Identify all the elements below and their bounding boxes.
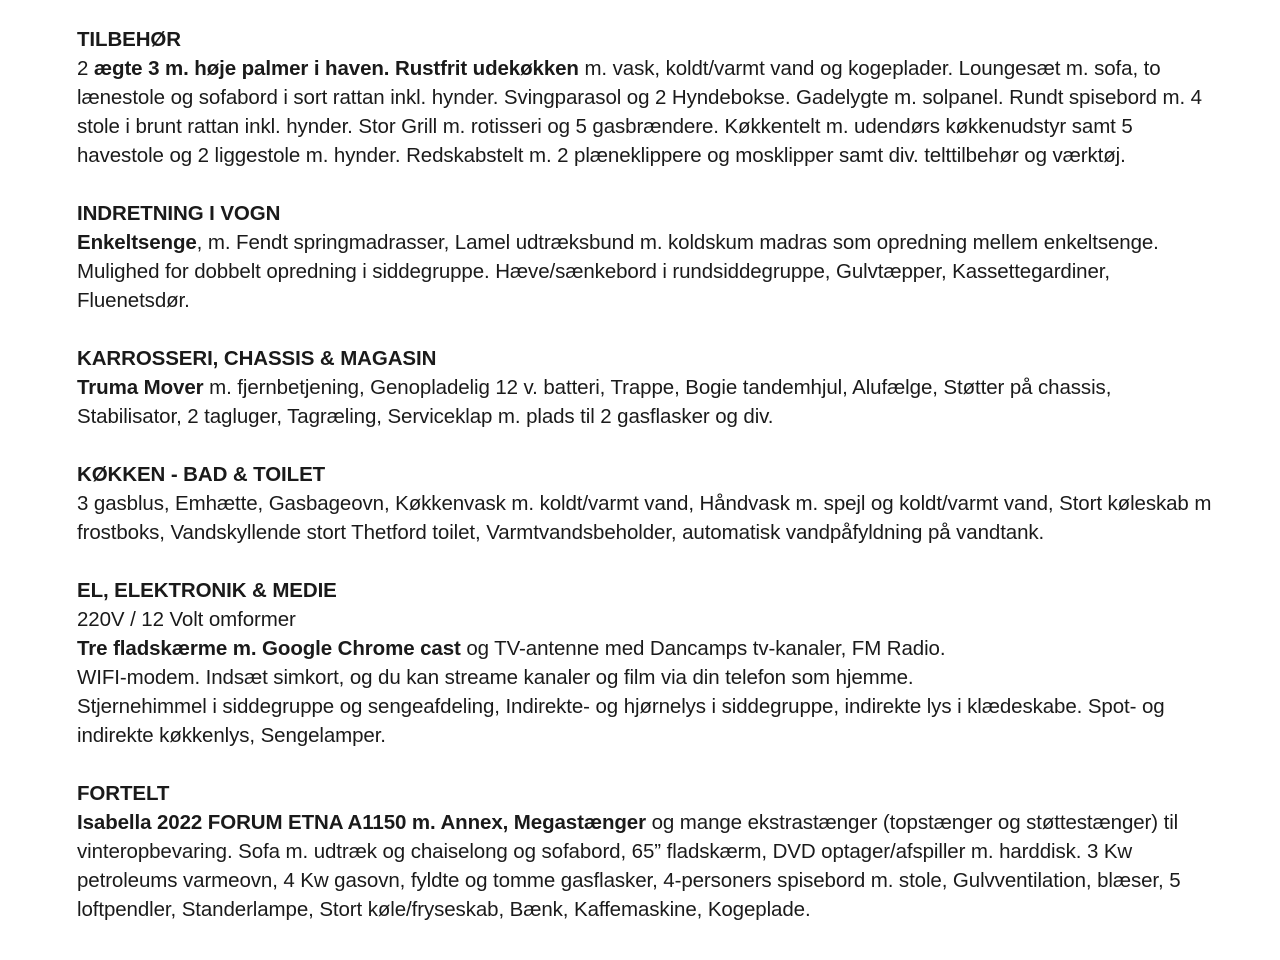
section-karrosseri [77, 344, 1217, 431]
section-line [77, 634, 1217, 663]
section-line: 220V / 12 Volt omformer [77, 608, 296, 631]
section-el [77, 576, 1217, 750]
section-paragraph [77, 228, 1217, 315]
text-run: 2 [77, 57, 94, 80]
section-paragraph [77, 373, 1217, 431]
section-line: Stjernehimmel i siddegruppe og sengeafdeling, Indirekte- og hjørnelys i siddegruppe, indirekte lys i klædeskabe. Spot- og indirekte køkkenlys, Sengelamper. [77, 695, 1165, 747]
section-indretning [77, 199, 1217, 315]
bold-text: Isabella 2022 FORUM ETNA A1150 m. Annex, Megastænger [77, 811, 646, 834]
text-run: m. fjernbetjening, Genopladelig 12 v. batteri, Trappe, Bogie tandemhjul, Alufælge, Støtter på chassis, Stabilisator, 2 tagluger, Tagræling, Serviceklap m. plads til 2 gasflasker og div. [77, 376, 1112, 428]
text-run: , m. Fendt springmadrasser, Lamel udtræksbund m. koldskum madras som opredning mellem enkeltsenge. Mulighed for dobbelt opredning i siddegruppe. Hæve/sænkebord i rundsiddegruppe, Gulvtæpper, Kassettegardiner, Fluenetsdør. [77, 231, 1159, 312]
section-heading: EL, ELEKTRONIK & MEDIE [77, 579, 337, 602]
bold-text: ægte 3 m. høje palmer i haven. Rustfrit udekøkken [93, 57, 579, 80]
bold-text: Enkeltsenge [77, 231, 197, 254]
section-line: WIFI-modem. Indsæt simkort, og du kan streame kanaler og film via din telefon som hjemme. [77, 666, 914, 689]
bold-text: Tre fladskærme m. Google Chrome cast [77, 637, 461, 660]
document-page [77, 25, 1217, 953]
text-run: m. vask, koldt/varmt vand og kogeplader. Loungesæt m. sofa, to lænestole og sofabord i sort rattan inkl. hynder. Svingparasol og 2 Hyndebokse. Gadelygte m. solpanel. Rundt spisebord m. 4 stole i brunt rattan inkl. hynder. Stor Grill m. rotisseri og 5 gasbrændere. Køkkentelt m. udendørs køkkenudstyr samt 5 havestole og 2 liggestole m. hynder. Redskabstelt m. 2 plæneklippere og mosklipper samt div. telttilbehør og værktøj. [77, 57, 1202, 167]
section-heading: INDRETNING I VOGN [77, 202, 281, 225]
bold-text: Truma Mover [77, 376, 204, 399]
section-paragraph [77, 808, 1217, 924]
text-run: og mange ekstrastænger (topstænger og støttestænger) til vinteropbevaring. Sofa m. udtræk og chaiselong og sofabord, 65” fladskærm, DVD optager/afspiller m. harddisk. 3 Kw petroleums varmeovn, 4 Kw gasovn, fyldte og tomme gasflasker, 4-personers spisebord m. stole, Gulvventilation, blæser, 5 loftpendler, Standerlampe, Stort køle/fryseskab, Bænk, Kaffemaskine, Kogeplade. [77, 811, 1181, 921]
section-kokken [77, 460, 1217, 547]
section-fortelt [77, 779, 1217, 924]
section-tilbehor [77, 25, 1217, 170]
section-heading: KARROSSERI, CHASSIS & MAGASIN [77, 347, 437, 370]
section-heading: TILBEHØR [77, 28, 181, 51]
section-heading: FORTELT [77, 782, 170, 805]
section-paragraph: 3 gasblus, Emhætte, Gasbageovn, Køkkenvask m. koldt/varmt vand, Håndvask m. spejl og koldt/varmt vand, Stort køleskab m frostboks, Vandskyllende stort Thetford toilet, Varmtvandsbeholder, automatisk vandpåfyldning på vandtank. [77, 492, 1212, 544]
section-heading: KØKKEN - BAD & TOILET [77, 463, 326, 486]
text-run: og TV-antenne med Dancamps tv-kanaler, FM Radio. [460, 637, 946, 660]
section-paragraph [77, 54, 1217, 170]
